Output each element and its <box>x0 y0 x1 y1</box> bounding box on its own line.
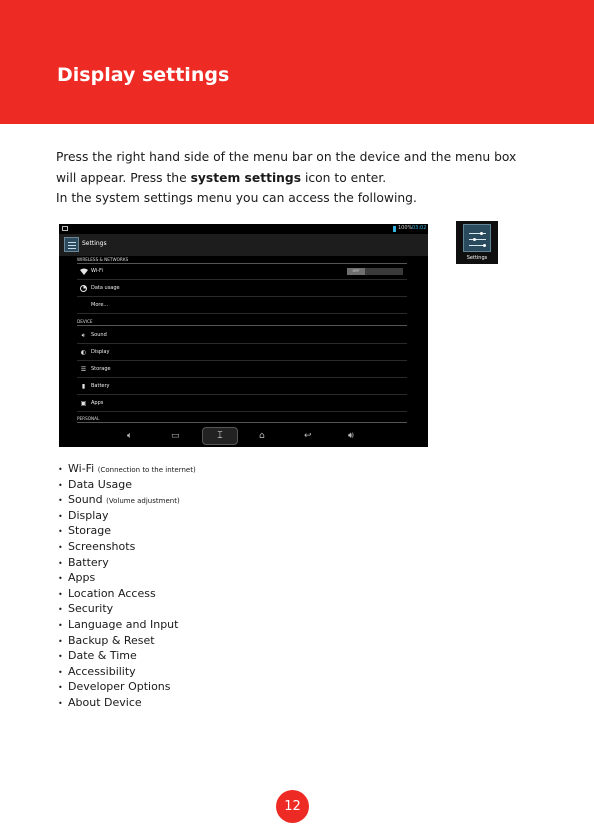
battery-icon: ▮ <box>81 383 86 390</box>
feature-apps: Apps <box>68 571 96 585</box>
wifi-toggle-state: OFF <box>347 268 365 275</box>
feature-screenshots: Screenshots <box>68 539 136 553</box>
display-icon: ◐ <box>80 349 87 356</box>
list-item: • Display <box>58 508 109 522</box>
settings-row-display[interactable] <box>77 344 407 361</box>
feature-accessibility: Accessibility <box>68 664 136 678</box>
feature-datetime: Date & Time <box>68 649 137 663</box>
settings-row-battery[interactable] <box>77 378 407 395</box>
feature-security: Security <box>68 602 114 616</box>
status-time: 03:02 <box>412 225 427 231</box>
intro-text <box>56 147 546 209</box>
list-item: • Location Access <box>58 586 156 600</box>
sound-icon: 🔉︎ <box>81 332 86 339</box>
more-label: More... <box>91 302 109 308</box>
feature-sound: Sound <box>68 493 103 507</box>
action-bar-title: Settings <box>82 240 107 247</box>
list-item: • Security <box>58 602 114 616</box>
intro-line-2-start: will appear. Press the <box>56 170 191 185</box>
feature-location: Location Access <box>68 586 156 600</box>
display-label: Display <box>91 349 110 355</box>
settings-icon[interactable] <box>456 221 498 264</box>
intro-line-1: Press the right hand side of the menu bar on the device and the menu box <box>56 150 517 164</box>
home-icon[interactable]: ⌂ <box>259 431 265 441</box>
list-item: • Battery <box>58 555 109 569</box>
list-item: • Sound (Volume adjustment) <box>58 493 180 507</box>
settings-tile <box>463 224 491 252</box>
feature-about: About Device <box>68 695 142 709</box>
wifi-toggle[interactable] <box>347 268 403 275</box>
storage-label: Storage <box>91 366 111 372</box>
feature-wifi: Wi-Fi <box>68 462 95 475</box>
settings-row-sound[interactable] <box>77 327 407 344</box>
feature-display: Display <box>68 508 109 522</box>
feature-language: Language and Input <box>68 617 179 631</box>
section-device: DEVICE <box>77 319 407 326</box>
battery-label: Battery <box>91 383 110 389</box>
apps-icon: ▣ <box>80 400 87 407</box>
settings-row-more[interactable] <box>77 297 407 314</box>
page-title: Display settings <box>57 64 230 86</box>
list-item: • Screenshots <box>58 539 136 553</box>
intro-line-2 <box>56 168 546 189</box>
settings-row-storage[interactable] <box>77 361 407 378</box>
feature-backup: Backup & Reset <box>68 633 155 647</box>
list-item: • About Device <box>58 695 142 709</box>
back-icon[interactable]: ↩ <box>304 431 312 441</box>
volume-down-icon[interactable]: 🔈︎ <box>127 431 133 441</box>
section-personal: PERSONAL <box>77 416 407 423</box>
settings-screenshot <box>59 224 428 447</box>
list-item: • Storage <box>58 524 112 538</box>
sound-label: Sound <box>91 332 107 338</box>
settings-icon-label: Settings <box>466 255 488 261</box>
list-item: • Accessibility <box>58 664 136 678</box>
section-wireless: WIRELESS & NETWORKS <box>77 257 407 264</box>
battery-percentage: 100% <box>398 225 413 231</box>
list-item: • Backup & Reset <box>58 633 155 647</box>
feature-developer: Developer Options <box>68 680 171 694</box>
system-settings-emphasis: system settings <box>190 170 302 185</box>
feature-battery: Battery <box>68 555 109 569</box>
settings-app-icon[interactable] <box>64 237 79 252</box>
volume-up-icon[interactable]: 🔊︎ <box>348 431 354 441</box>
list-item: • Language and Input <box>58 617 179 631</box>
apps-label: Apps <box>91 400 104 406</box>
screenshot-icon[interactable]: ⌶ <box>202 427 238 445</box>
wifi-icon <box>79 268 88 277</box>
storage-icon: ☰ <box>80 366 87 373</box>
settings-row-wifi[interactable] <box>77 263 407 280</box>
feature-wifi-note: (Connection to the internet) <box>97 466 196 474</box>
recent-apps-icon[interactable]: ▭ <box>171 431 180 441</box>
page-number: 12 <box>276 790 309 823</box>
settings-row-apps[interactable] <box>77 395 407 412</box>
list-item: • Date & Time <box>58 649 137 663</box>
intro-line-3: In the system settings menu you can access the following. <box>56 191 417 205</box>
list-item: • Wi-Fi (Connection to the internet) <box>58 462 196 475</box>
intro-line-2-end: icon to enter. <box>301 170 387 185</box>
data-usage-icon <box>79 285 88 294</box>
list-item: • Data Usage <box>58 477 133 491</box>
notification-icon <box>62 226 68 231</box>
list-item: • Developer Options <box>58 680 171 694</box>
action-bar <box>59 234 428 256</box>
list-item: • Apps <box>58 571 96 585</box>
battery-status-icon <box>393 226 396 232</box>
data-usage-label: Data usage <box>91 285 120 291</box>
navigation-bar <box>59 426 428 447</box>
feature-list <box>58 461 196 711</box>
wifi-label: Wi-Fi <box>91 268 103 274</box>
feature-storage: Storage <box>68 524 112 538</box>
settings-row-data-usage[interactable] <box>77 280 407 297</box>
feature-sound-note: (Volume adjustment) <box>106 497 180 506</box>
status-bar <box>59 224 428 234</box>
feature-data-usage: Data Usage <box>68 477 133 491</box>
header-banner <box>0 0 594 124</box>
